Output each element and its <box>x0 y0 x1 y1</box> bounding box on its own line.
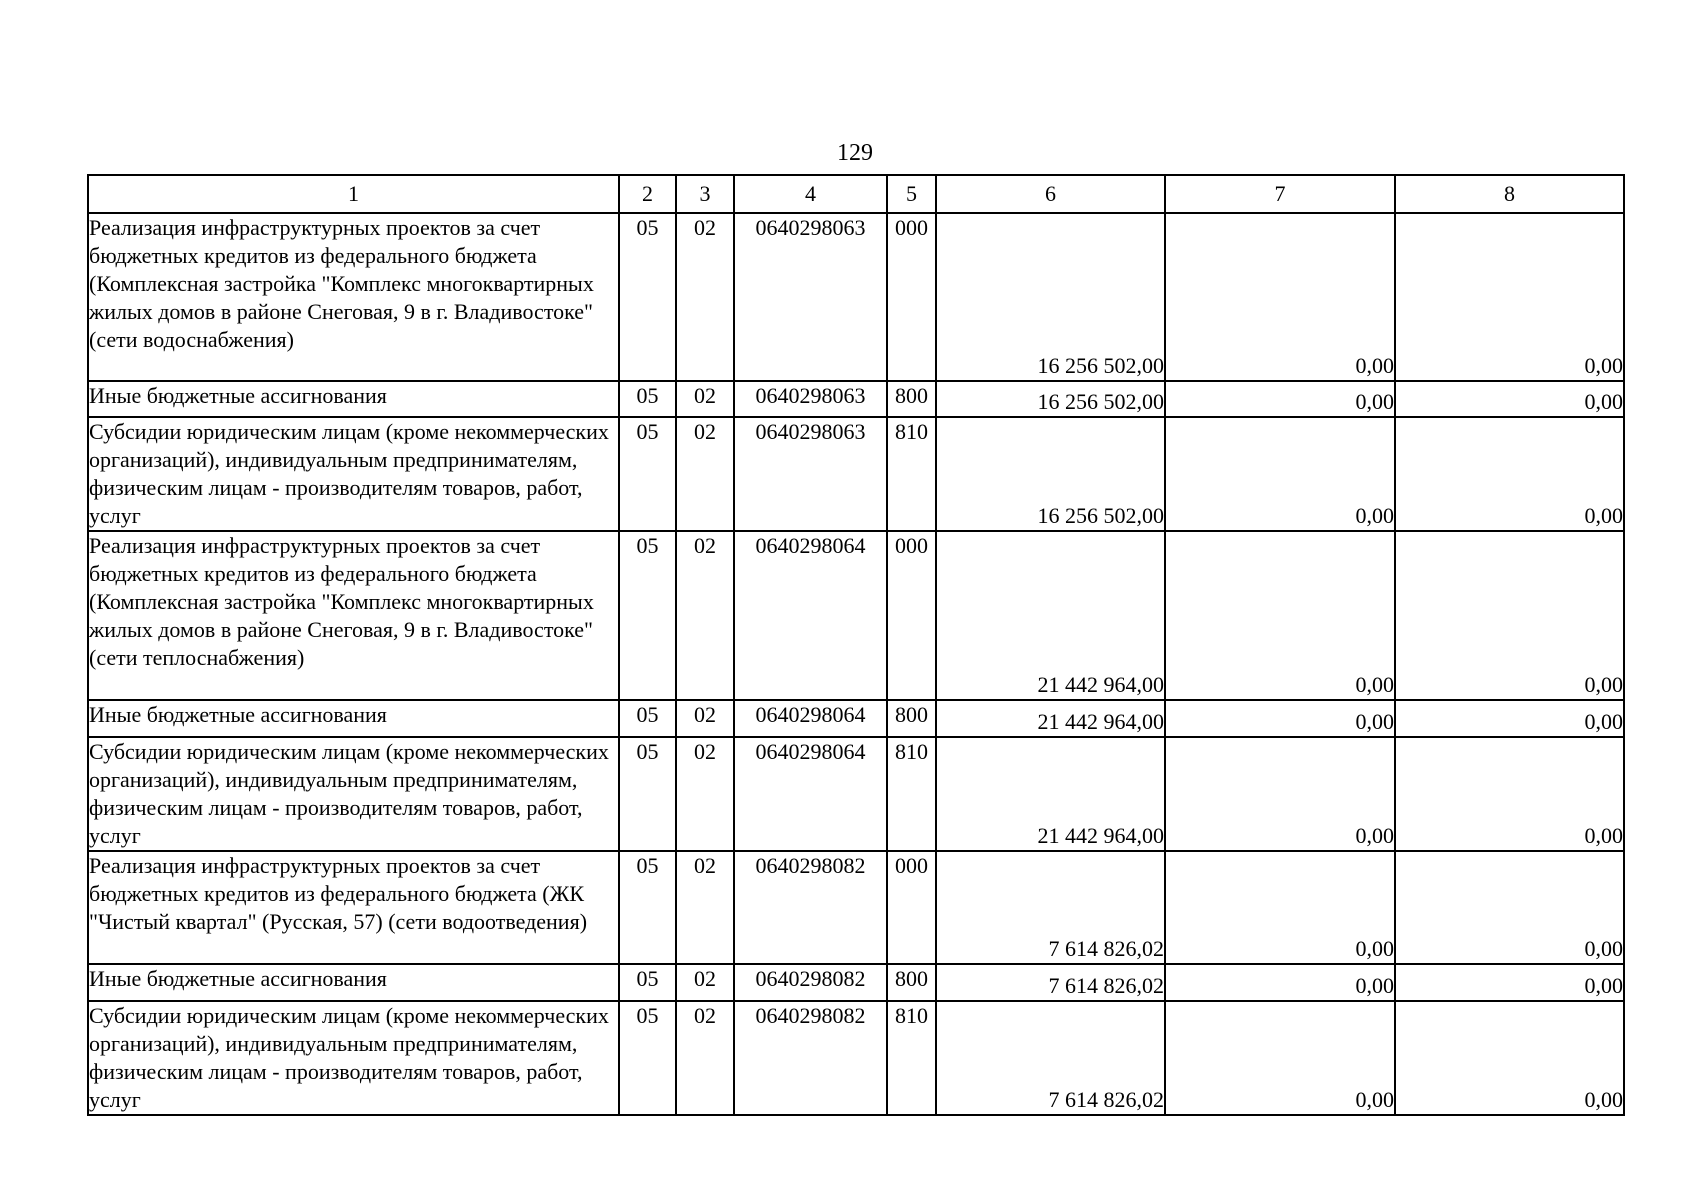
row-amount-col-7: 0,00 <box>1165 213 1395 381</box>
row-expense-type: 800 <box>887 700 936 737</box>
row-expense-type: 000 <box>887 851 936 964</box>
table-row <box>88 700 1624 737</box>
row-expense-type: 800 <box>887 964 936 1001</box>
row-amount-col-7: 0,00 <box>1165 417 1395 531</box>
row-expense-type: 000 <box>887 531 936 700</box>
row-amount-col-6: 16 256 502,00 <box>936 417 1165 531</box>
row-expense-type: 810 <box>887 737 936 851</box>
row-expense-type: 000 <box>887 213 936 381</box>
table-row <box>88 531 1624 700</box>
row-subsection: 02 <box>676 851 734 964</box>
row-subsection: 02 <box>676 213 734 381</box>
row-amount-col-8: 0,00 <box>1395 417 1624 531</box>
table-row <box>88 381 1624 417</box>
row-section: 05 <box>619 381 676 417</box>
header-col-1: 1 <box>88 175 619 213</box>
row-expense-type: 810 <box>887 417 936 531</box>
table-row <box>88 213 1624 381</box>
row-target-code: 0640298082 <box>734 851 887 964</box>
table-row <box>88 851 1624 964</box>
row-target-code: 0640298064 <box>734 531 887 700</box>
header-row <box>88 175 1624 213</box>
row-name: Иные бюджетные ассигнования <box>88 700 619 737</box>
row-target-code: 0640298082 <box>734 964 887 1001</box>
row-subsection: 02 <box>676 700 734 737</box>
row-section: 05 <box>619 1001 676 1115</box>
row-subsection: 02 <box>676 737 734 851</box>
header-col-8: 8 <box>1395 175 1624 213</box>
row-amount-col-8: 0,00 <box>1395 213 1624 381</box>
row-expense-type: 810 <box>887 1001 936 1115</box>
row-target-code: 0640298064 <box>734 700 887 737</box>
row-amount-col-8: 0,00 <box>1395 737 1624 851</box>
row-amount-col-7: 0,00 <box>1165 737 1395 851</box>
row-section: 05 <box>619 700 676 737</box>
row-section: 05 <box>619 964 676 1001</box>
row-amount-col-8: 0,00 <box>1395 851 1624 964</box>
row-section: 05 <box>619 531 676 700</box>
row-amount-col-8: 0,00 <box>1395 1001 1624 1115</box>
row-name: Иные бюджетные ассигнования <box>88 381 619 417</box>
row-amount-col-7: 0,00 <box>1165 1001 1395 1115</box>
row-expense-type: 800 <box>887 381 936 417</box>
row-amount-col-8: 0,00 <box>1395 700 1624 737</box>
row-amount-col-6: 7 614 826,02 <box>936 964 1165 1001</box>
table-row <box>88 1001 1624 1115</box>
row-amount-col-6: 21 442 964,00 <box>936 700 1165 737</box>
row-target-code: 0640298064 <box>734 737 887 851</box>
row-amount-col-6: 21 442 964,00 <box>936 531 1165 700</box>
row-amount-col-7: 0,00 <box>1165 381 1395 417</box>
row-amount-col-7: 0,00 <box>1165 851 1395 964</box>
row-name: Реализация инфраструктурных проектов за счет бюджетных кредитов из федерального бюджета (ЖК "Чистый квартал" (Русская, 57) (сети водоотведения) <box>88 851 619 964</box>
row-target-code: 0640298063 <box>734 417 887 531</box>
row-section: 05 <box>619 213 676 381</box>
row-amount-col-7: 0,00 <box>1165 531 1395 700</box>
row-target-code: 0640298063 <box>734 381 887 417</box>
budget-table <box>87 174 1625 1116</box>
row-subsection: 02 <box>676 1001 734 1115</box>
row-amount-col-6: 21 442 964,00 <box>936 737 1165 851</box>
row-target-code: 0640298082 <box>734 1001 887 1115</box>
row-subsection: 02 <box>676 381 734 417</box>
row-amount-col-8: 0,00 <box>1395 381 1624 417</box>
row-name: Субсидии юридическим лицам (кроме некоммерческих организаций), индивидуальным предпринимателям, физическим лицам - производителям товаров, работ, услуг <box>88 417 619 531</box>
row-amount-col-7: 0,00 <box>1165 964 1395 1001</box>
header-col-6: 6 <box>936 175 1165 213</box>
row-target-code: 0640298063 <box>734 213 887 381</box>
table-row <box>88 964 1624 1001</box>
row-subsection: 02 <box>676 531 734 700</box>
page-number: 129 <box>837 140 873 166</box>
row-section: 05 <box>619 851 676 964</box>
row-name: Реализация инфраструктурных проектов за счет бюджетных кредитов из федерального бюджета (Комплексная застройка "Комплекс многоквартирных жилых домов в районе Снеговая, 9 в г. Владивостоке" (сети теплоснабжения) <box>88 531 619 700</box>
row-amount-col-6: 16 256 502,00 <box>936 213 1165 381</box>
table-row <box>88 737 1624 851</box>
row-name: Субсидии юридическим лицам (кроме некоммерческих организаций), индивидуальным предпринимателям, физическим лицам - производителям товаров, работ, услуг <box>88 737 619 851</box>
header-col-4: 4 <box>734 175 887 213</box>
header-col-7: 7 <box>1165 175 1395 213</box>
row-subsection: 02 <box>676 417 734 531</box>
row-subsection: 02 <box>676 964 734 1001</box>
row-amount-col-8: 0,00 <box>1395 531 1624 700</box>
row-amount-col-7: 0,00 <box>1165 700 1395 737</box>
header-col-3: 3 <box>676 175 734 213</box>
row-amount-col-8: 0,00 <box>1395 964 1624 1001</box>
row-amount-col-6: 16 256 502,00 <box>936 381 1165 417</box>
table-row <box>88 417 1624 531</box>
row-amount-col-6: 7 614 826,02 <box>936 1001 1165 1115</box>
row-section: 05 <box>619 737 676 851</box>
header-col-5: 5 <box>887 175 936 213</box>
row-name: Субсидии юридическим лицам (кроме некоммерческих организаций), индивидуальным предпринимателям, физическим лицам - производителям товаров, работ, услуг <box>88 1001 619 1115</box>
row-amount-col-6: 7 614 826,02 <box>936 851 1165 964</box>
row-name: Реализация инфраструктурных проектов за счет бюджетных кредитов из федерального бюджета (Комплексная застройка "Комплекс многоквартирных жилых домов в районе Снеговая, 9 в г. Владивостоке" (сети водоснабжения) <box>88 213 619 381</box>
header-col-2: 2 <box>619 175 676 213</box>
row-name: Иные бюджетные ассигнования <box>88 964 619 1001</box>
row-section: 05 <box>619 417 676 531</box>
